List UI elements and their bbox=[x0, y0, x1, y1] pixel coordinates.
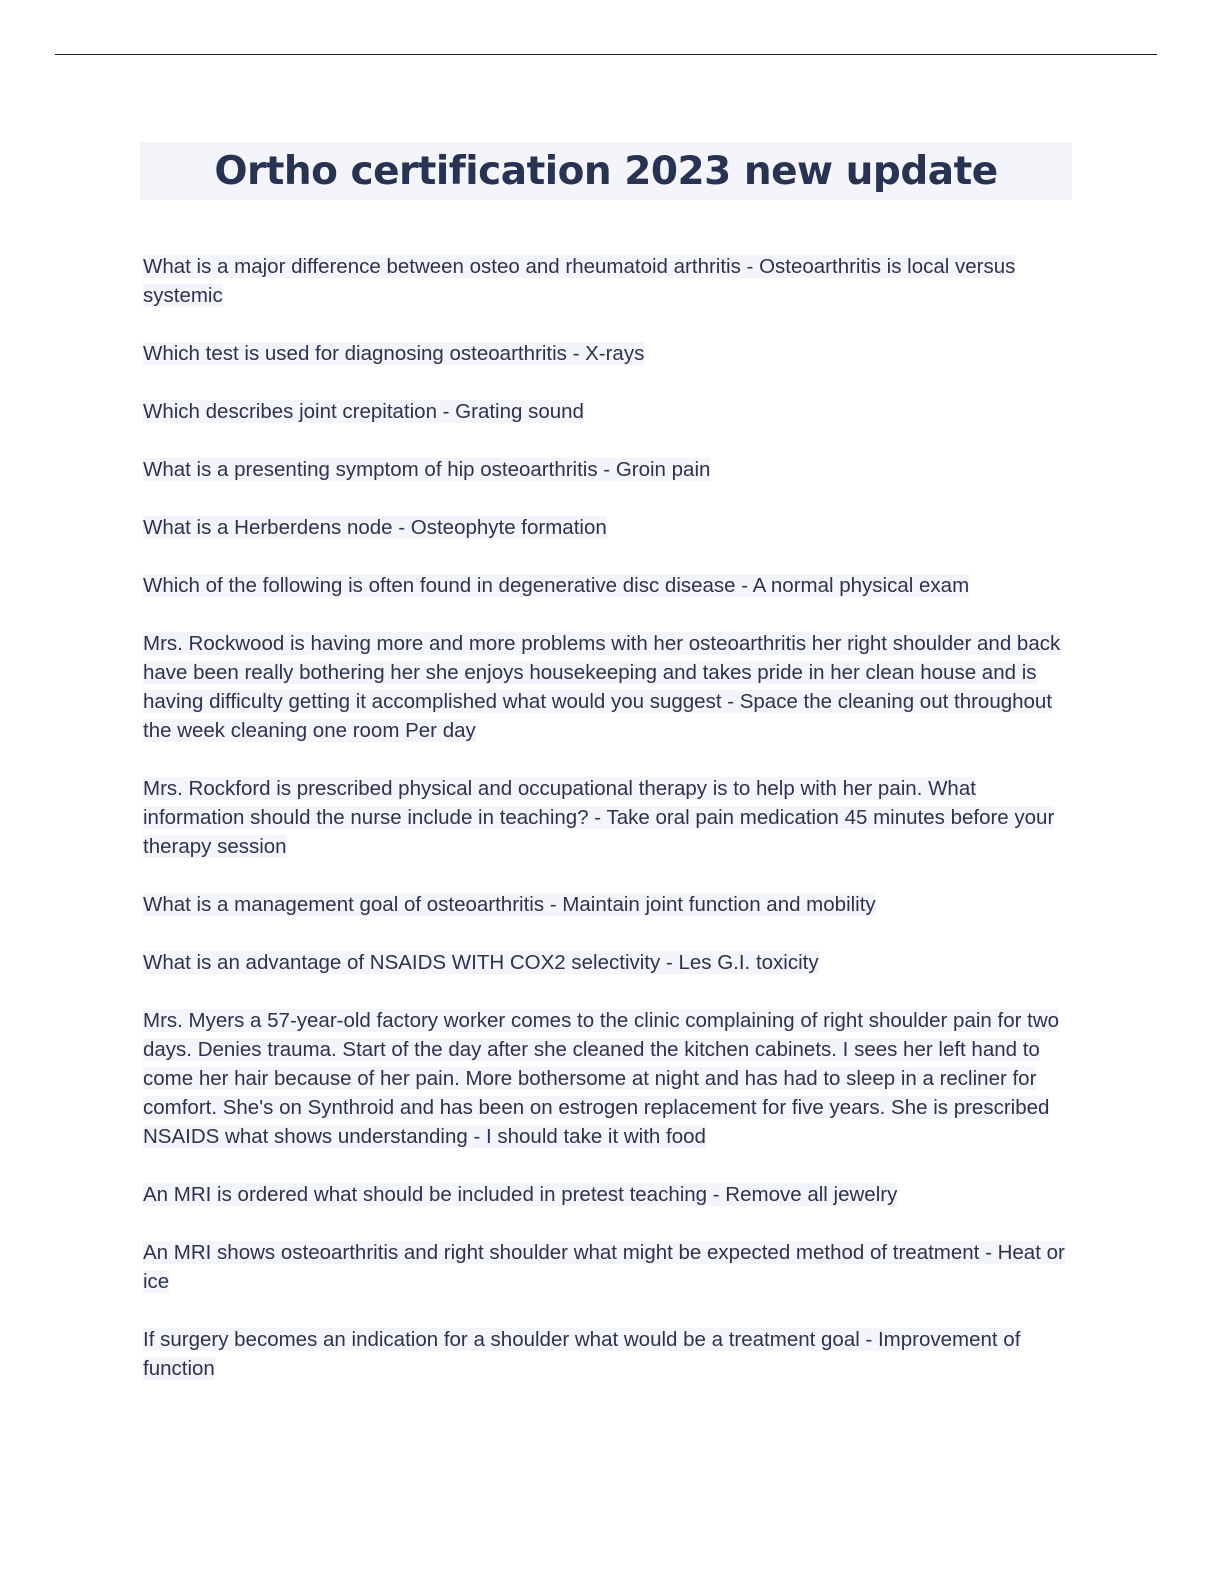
qa-text: What is a management goal of osteoarthritis - Maintain joint function and mobility bbox=[143, 893, 876, 916]
qa-text: Mrs. Rockwood is having more and more problems with her osteoarthritis her right shoulder and back have been really bothering her she enjoys housekeeping and takes pride in her clean house and is having difficulty getting it accomplished what would you suggest - Space the cleaning out throughout the week cleaning one room Per day bbox=[143, 632, 1061, 742]
document-title: Ortho certification 2023 new update bbox=[214, 148, 998, 194]
qa-text: If surgery becomes an indication for a shoulder what would be a treatment goal - Improvement of function bbox=[143, 1328, 1021, 1380]
qa-text: What is an advantage of NSAIDS WITH COX2 selectivity - Les G.I. toxicity bbox=[143, 951, 819, 974]
qa-text: Mrs. Rockford is prescribed physical and occupational therapy is to help with her pain. What information should the nurse include in teaching? - Take oral pain medication 45 minutes before your therapy session bbox=[143, 777, 1055, 858]
qa-text: An MRI shows osteoarthritis and right shoulder what might be expected method of treatment - Heat or ice bbox=[143, 1241, 1065, 1293]
qa-item bbox=[143, 1325, 1073, 1383]
qa-item bbox=[143, 513, 1073, 542]
qa-text: Mrs. Myers a 57-year-old factory worker comes to the clinic complaining of right shoulder pain for two days. Denies trauma. Start of the day after she cleaned the kitchen cabinets. I sees her left hand to come her hair because of her pain. More bothersome at night and has had to sleep in a recliner for comfort. She's on Synthroid and has been on estrogen replacement for five years. She is prescribed NSAIDS what shows understanding - I should take it with food bbox=[143, 1009, 1060, 1148]
qa-text: Which of the following is often found in degenerative disc disease - A normal physical exam bbox=[143, 574, 970, 597]
title-banner bbox=[140, 142, 1072, 200]
qa-item bbox=[143, 1006, 1073, 1151]
qa-item bbox=[143, 948, 1073, 977]
qa-text: An MRI is ordered what should be included in pretest teaching - Remove all jewelry bbox=[143, 1183, 898, 1206]
qa-item bbox=[143, 339, 1073, 368]
header-divider bbox=[55, 54, 1157, 55]
qa-text: What is a presenting symptom of hip osteoarthritis - Groin pain bbox=[143, 458, 711, 481]
qa-text: Which test is used for diagnosing osteoarthritis - X-rays bbox=[143, 342, 645, 365]
qa-text: Which describes joint crepitation - Grating sound bbox=[143, 400, 584, 423]
qa-item bbox=[143, 1238, 1073, 1296]
qa-item bbox=[143, 571, 1073, 600]
qa-item bbox=[143, 455, 1073, 484]
qa-text: What is a Herberdens node - Osteophyte formation bbox=[143, 516, 607, 539]
qa-item bbox=[143, 629, 1073, 745]
qa-item bbox=[143, 1180, 1073, 1209]
qa-item bbox=[143, 890, 1073, 919]
qa-text: What is a major difference between osteo and rheumatoid arthritis - Osteoarthritis is local versus systemic bbox=[143, 255, 1016, 307]
qa-item bbox=[143, 252, 1073, 310]
qa-item bbox=[143, 774, 1073, 861]
qa-list bbox=[143, 252, 1073, 1412]
qa-item bbox=[143, 397, 1073, 426]
